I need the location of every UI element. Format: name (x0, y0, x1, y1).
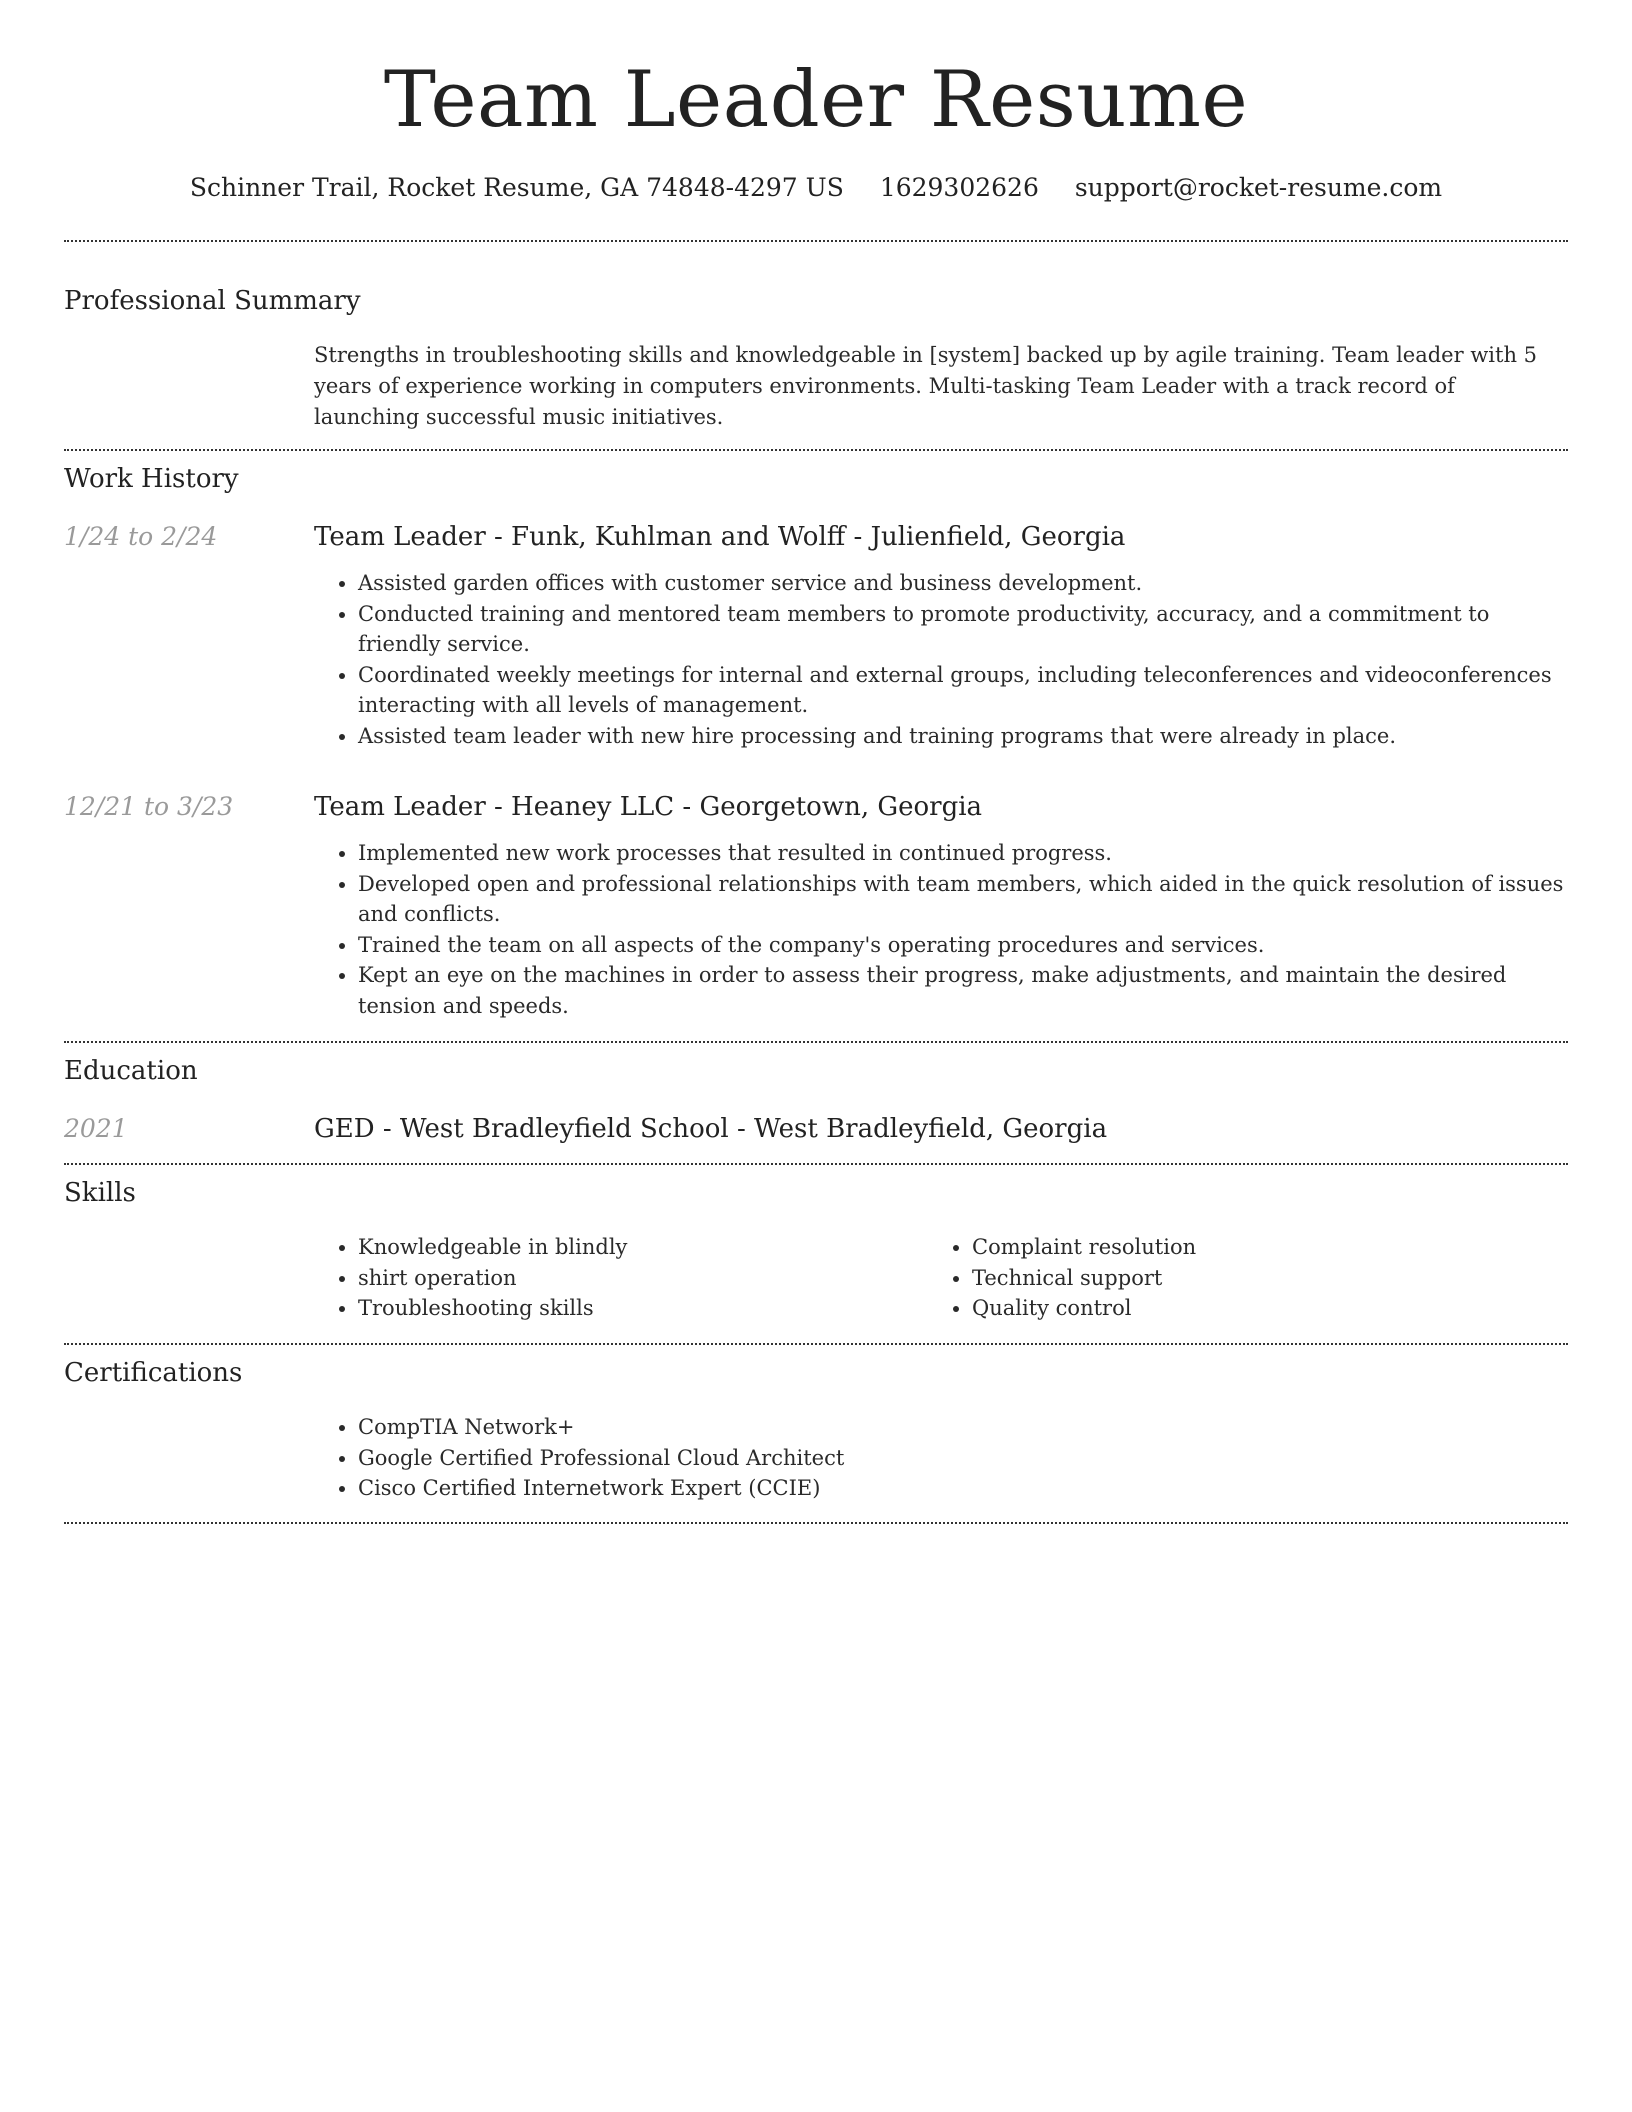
job-bullets (314, 568, 1564, 751)
section-title-summary: Professional Summary (64, 286, 361, 316)
skills-column-left (314, 1232, 914, 1324)
job-dates: 1/24 to 2/24 (64, 522, 218, 551)
skill-item: • Troubleshooting skills (358, 1293, 914, 1324)
job-entry (314, 790, 1564, 1021)
section-title-education: Education (64, 1056, 198, 1086)
certifications-list (314, 1412, 1564, 1504)
job-bullet: • Coordinated weekly meetings for internal and external groups, including teleconferences and videoconferences interacting with all levels of management. (358, 660, 1564, 721)
certification-item: • Google Certified Professional Cloud Architect (358, 1443, 1564, 1474)
divider (64, 1163, 1568, 1165)
summary-block (314, 340, 1564, 433)
divider (64, 1343, 1568, 1345)
skills-list (314, 1232, 914, 1324)
divider (64, 1522, 1568, 1524)
skill-item: • Knowledgeable in blindly (358, 1232, 914, 1263)
divider (64, 240, 1568, 242)
skills-column-right (928, 1232, 1528, 1324)
job-bullet: • Kept an eye on the machines in order to assess their progress, make adjustments, and maintain the desired tension and speeds. (358, 960, 1564, 1021)
skill-item: • Technical support (972, 1263, 1528, 1294)
education-year: 2021 (64, 1114, 128, 1143)
divider (64, 1041, 1568, 1043)
section-title-certifications: Certifications (64, 1358, 243, 1388)
certification-item: • CompTIA Network+ (358, 1412, 1564, 1443)
job-bullets (314, 838, 1564, 1021)
job-title: Team Leader - Funk, Kuhlman and Wolff - Julienfield, Georgia (314, 522, 1126, 552)
contact-phone: 1629302626 (879, 173, 1039, 202)
skill-item: • Quality control (972, 1293, 1528, 1324)
job-bullet: • Developed open and professional relationships with team members, which aided in the quick resolution of issues and conflicts. (358, 869, 1564, 930)
skills-list (928, 1232, 1528, 1324)
job-entry (314, 520, 1564, 751)
contact-email: support@rocket-resume.com (1074, 173, 1443, 202)
contact-address: Schinner Trail, Rocket Resume, GA 74848-4297 US (189, 173, 844, 202)
skill-item: • shirt operation (358, 1263, 914, 1294)
education-entry (314, 1112, 1564, 1146)
skill-item: • Complaint resolution (972, 1232, 1528, 1263)
certification-item: • Cisco Certified Internetwork Expert (CCIE) (358, 1473, 1564, 1504)
section-title-work-history: Work History (64, 464, 239, 494)
section-title-skills: Skills (64, 1178, 136, 1208)
job-bullet: • Assisted team leader with new hire processing and training programs that were already in place. (358, 721, 1564, 752)
job-bullet: • Trained the team on all aspects of the company's operating procedures and services. (358, 930, 1564, 961)
job-title: Team Leader - Heaney LLC - Georgetown, Georgia (314, 792, 983, 822)
summary-text: Strengths in troubleshooting skills and knowledgeable in [system] backed up by agile training. Team leader with 5 years of experience working in computers environments. Multi-tasking Team Leader with a track record of launching successful music initiatives. (314, 343, 1538, 429)
divider (64, 449, 1568, 451)
resume-title: Team Leader Resume (383, 55, 1249, 145)
job-bullet: • Assisted garden offices with customer service and business development. (358, 568, 1564, 599)
job-bullet: • Implemented new work processes that resulted in continued progress. (358, 838, 1564, 869)
job-dates: 12/21 to 3/23 (64, 792, 234, 821)
education-title: GED - West Bradleyfield School - West Bradleyfield, Georgia (314, 1114, 1108, 1144)
job-bullet: • Conducted training and mentored team members to promote productivity, accuracy, and a commitment to friendly service. (358, 599, 1564, 660)
contact-line (64, 170, 1568, 206)
certifications-block (314, 1412, 1564, 1504)
